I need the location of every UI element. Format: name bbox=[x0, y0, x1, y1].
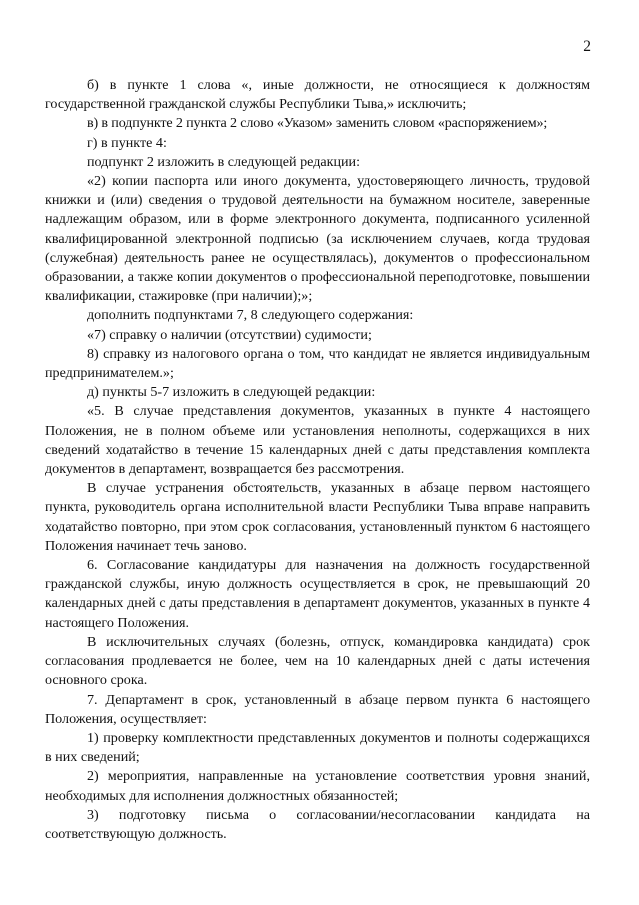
paragraph-point-5: «5. В случае представления документов, указанных в пункте 4 настоящего Положения, не в полном объеме или установления неполноты, содержащихся в них сведений ходатайство в течение 15 календарных дней с даты представления комплекта документов в департамент, возвращается без рассмотрения. bbox=[45, 403, 590, 478]
paragraph-subclause-7: «7) справку о наличии (отсутствии) судимости; bbox=[87, 326, 372, 343]
paragraph-point-6-second: В исключительных случаях (болезнь, отпуск, командировка кандидата) срок согласования продлевается не более, чем на 10 календарных дней с даты истечения основного срока. bbox=[45, 633, 590, 689]
paragraph-item-d: д) пункты 5-7 изложить в следующей редакции: bbox=[87, 384, 376, 401]
paragraph-subclause-2-text: «2) копии паспорта или иного документа, удостоверяющего личность, трудовой книжки и (или) сведения о трудовой деятельности на бумажном носителе, заверенные надлежащим образом, или в форме электронного документа, подписанного усиленной квалифицированной электронной подписью (за исключением случаев, когда трудовая (служебная) деятельность ранее не осуществлялась), документов о профессиональном образовании, а также копии документов о профессиональной переподготовке, повышении квалификации, стажировке (при наличии);»; bbox=[45, 173, 590, 305]
paragraph-subclause-2-intro: подпункт 2 изложить в следующей редакции: bbox=[87, 153, 361, 170]
paragraph-point-7-sub-2: 2) мероприятия, направленные на установление соответствия уровня знаний, необходимых для исполнения должностных обязанностей; bbox=[45, 768, 590, 804]
page-number: 2 bbox=[583, 38, 591, 55]
paragraph-subclauses-7-8-intro: дополнить подпунктами 7, 8 следующего содержания: bbox=[87, 307, 414, 324]
paragraph-point-7: 7. Департамент в срок, установленный в абзаце первом пункта 6 настоящего Положения, осуществляет: bbox=[45, 691, 590, 727]
paragraph-subclause-8: 8) справку из налогового органа о том, что кандидат не является индивидуальным предпринимателем.»; bbox=[45, 345, 590, 382]
paragraph-item-b: б) в пункте 1 слова «, иные должности, не относящиеся к должностям государственной гражданской службы Республики Тыва,» исключить; bbox=[45, 77, 590, 113]
paragraph-point-7-sub-3: 3) подготовку письма о согласовании/несогласовании кандидата на соответствующую должность. bbox=[45, 806, 590, 842]
document-body bbox=[45, 76, 590, 844]
paragraph-point-6: 6. Согласование кандидатуры для назначения на должность государственной гражданской службы, иную должность осуществляется в срок, не превышающий 20 календарных дней с даты представления в департамент документов, указанных в пункте 4 настоящего Положения. bbox=[45, 557, 590, 631]
paragraph-point-5-second: В случае устранения обстоятельств, указанных в абзаце первом настоящего пункта, руководитель органа исполнительной власти Республики Тыва вправе направить ходатайство повторно, при этом срок согласования, установленный пунктом 6 настоящего Положения начинает течь заново. bbox=[45, 480, 590, 554]
paragraph-point-7-sub-1: 1) проверку комплектности представленных документов и полноты содержащихся в них сведений; bbox=[45, 729, 590, 766]
paragraph-item-g: г) в пункте 4: bbox=[87, 134, 167, 151]
paragraph-item-v: в) в подпункте 2 пункта 2 слово «Указом» заменить словом «распоряжением»; bbox=[87, 115, 548, 132]
